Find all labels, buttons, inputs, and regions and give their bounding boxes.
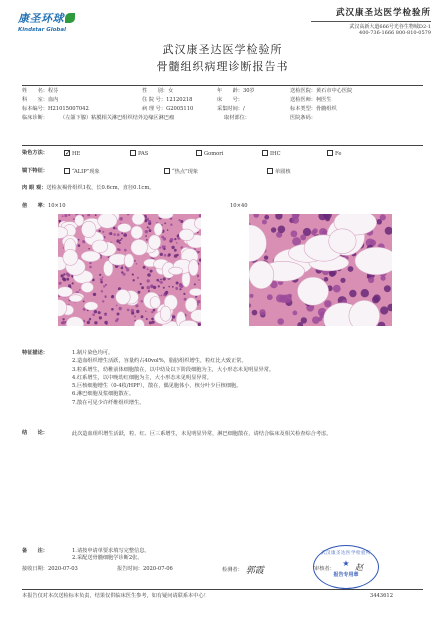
checker-label: 检测者： [222,567,243,573]
diagnosis-label: 临床诊断： [22,115,48,121]
admission-label: 住 院 号： [142,97,167,103]
divider-bottom [22,589,423,590]
info-row-3 [22,106,423,115]
reviewer-label: 审核者： [314,566,335,572]
checkbox-icon[interactable] [64,150,70,156]
stain-option-gomori[interactable]: Gomori [196,150,223,158]
dept-label: 科 室： [22,97,48,103]
info-row-4 [22,115,423,129]
receive-label: 接收日期： [22,566,48,572]
sex-label: 性 别： [142,88,168,94]
site-label: 取材部位： [224,115,250,121]
feature-item: 3.粒系增生，幼稚前体细胞散在，以中幼及以下阶段细胞为主，大小形态未见明显异常。 [72,366,275,373]
checkbox-icon[interactable] [327,150,333,156]
checkbox-icon[interactable] [267,168,273,174]
stamp-main-text: 报告专用章 [333,572,359,578]
checkbox-icon[interactable] [262,150,268,156]
notes-label: 备 注： [22,548,48,554]
micrograph-low-power [58,214,201,326]
conclusion-label: 结 论： [22,430,48,436]
specimen-type-value: 骨髓组织 [315,106,337,112]
disclaimer-row [22,593,423,601]
info-row-1 [22,88,423,97]
header-lab-name: 武汉康圣达医学检验所 [335,8,431,18]
mirror-option-hotspot[interactable]: “热点”现象 [164,168,198,176]
report-title [0,43,445,74]
report-time-value: 2020-07-06 [142,566,173,572]
feature-list [72,350,402,408]
kindstar-logo [18,12,75,34]
stain-label: 染色方法： [22,150,48,156]
patient-info [22,88,423,129]
specimen-type-label: 标本类型： [290,106,316,112]
mirror-features [22,168,423,178]
dept-value: 血内 [47,97,59,103]
micrograph-low-power-image [58,214,201,326]
magnification-label: 倍 率： [22,203,48,209]
admission-value: 12120218 [166,97,193,103]
note-item: 1.请按申请单要求填写完整信息。 [72,548,150,554]
feature-item: 7.散在可见少许纤维组织增生。 [72,399,145,406]
feature-item: 5.巨核细胞增生（0-4枚/HPF），散在，偶见胞体小、核分叶少巨核细胞。 [72,383,242,390]
logo-cn-text: 康圣环球 [18,12,64,25]
diagnosis-value: （左颌下腺）粘膜相关淋巴组织结外边缘区淋巴瘤 [60,115,175,121]
header-contact [311,8,431,36]
notes-list [72,548,150,562]
doctor-value: 柯医生 [315,97,332,103]
magnification-row [22,203,423,210]
doctor-label: 送检医师： [290,97,316,103]
star-icon: ★ [342,559,350,568]
feature-item: 6.淋巴细胞及浆细胞散在。 [72,391,135,398]
conclusion-text: 此次造血组织增生活跃，粒、红、巨三系增生，未见明显异常，淋巴细胞散在，请结合临床及相关检查综合考虑。 [72,431,332,437]
stain-option-ihc[interactable]: IHC [262,150,281,158]
collect-time-label: 采集时间： [217,106,243,112]
age-label: 年 龄： [217,88,243,94]
mirror-label: 镜下特征： [22,168,48,174]
hospital-label: 送检医院： [290,88,316,94]
report-time-label: 报告时间： [117,566,143,572]
feature-label: 特征描述： [22,350,48,356]
title-report: 骨髓组织病理诊断报告书 [156,59,289,73]
stain-option-fe[interactable]: Fe [327,150,341,158]
report-seal-stamp [313,545,379,589]
checker-signature: 郭霞 [245,566,264,576]
stain-option-pas[interactable]: PAS [130,150,148,158]
header-tel: 400-736-1666 800-810-0579 [359,29,431,36]
header-address: 武汉高新大道666号光谷生物城D2-1 [349,23,431,30]
feature-item: 2.造血组织增生活跃，容量约占40vol%，脂肪组织增生，粒红比大致正常。 [72,358,247,365]
micrograph-high-power-image [249,214,392,326]
header-divider [311,21,431,22]
age-value: 30岁 [242,88,255,94]
pathology-no-value: G2005110 [166,106,194,112]
magnification-left: 10×10 [47,203,66,209]
checkbox-icon[interactable] [64,168,70,174]
sex-value: 女 [167,88,174,94]
checkbox-icon[interactable] [130,150,136,156]
report-code: 3443612 [369,593,393,599]
divider-top [22,85,423,86]
title-lab: 武汉康圣达医学检验所 [162,43,283,56]
stamp-arc-text: 武汉康圣达医学检验所 [321,551,371,556]
checkbox-icon[interactable] [196,150,202,156]
magnification-right: 10×40 [230,203,248,209]
reviewer-signature: 赵 [355,563,363,572]
bed-label: 床 号： [217,97,243,103]
mirror-option-alip[interactable]: “ALIP”现象 [64,168,100,176]
info-row-2 [22,97,423,106]
gross-description [22,185,423,192]
divider-info [22,145,423,146]
pathology-no-label: 病 理 号： [142,106,167,112]
leaf-icon [65,13,75,23]
gross-label: 肉 眼 观： [22,185,47,191]
feature-item: 1.制片染色均可。 [72,350,114,356]
mirror-option-mononuclear[interactable]: 单圆核 [267,168,291,176]
feature-item: 4.红系增生，以中晚幼红细胞为主，大小形态未见明显异常。 [72,374,212,381]
micrograph-high-power [249,214,392,326]
name-label: 姓 名： [22,88,48,94]
stain-option-he[interactable]: ✓ HE [64,150,80,158]
record-label: 医院条码： [290,115,316,121]
checkbox-icon[interactable] [164,168,170,174]
collect-time-value: / [242,106,245,112]
gross-text: 送检灰褐骨组织1枚，长0.6cm，直径0.1cm。 [46,185,155,191]
specimen-no-label: 标本编号： [22,106,48,112]
receive-value: 2020-07-03 [47,566,78,572]
stain-methods [22,150,423,160]
logo-en-text: Kindstar Global [18,26,66,33]
disclaimer-text: 本报告仅对本次送检标本负责，结果仅供临床医生参考，如有疑问请联系本中心！ [22,593,209,599]
name-value: 程芬 [47,88,59,94]
note-item: 2.采配送骨髓细胞学诊断2张。 [72,555,143,561]
hospital-value: 黄石市中心医院 [315,88,353,94]
specimen-no-value: H21015007042 [47,106,89,112]
